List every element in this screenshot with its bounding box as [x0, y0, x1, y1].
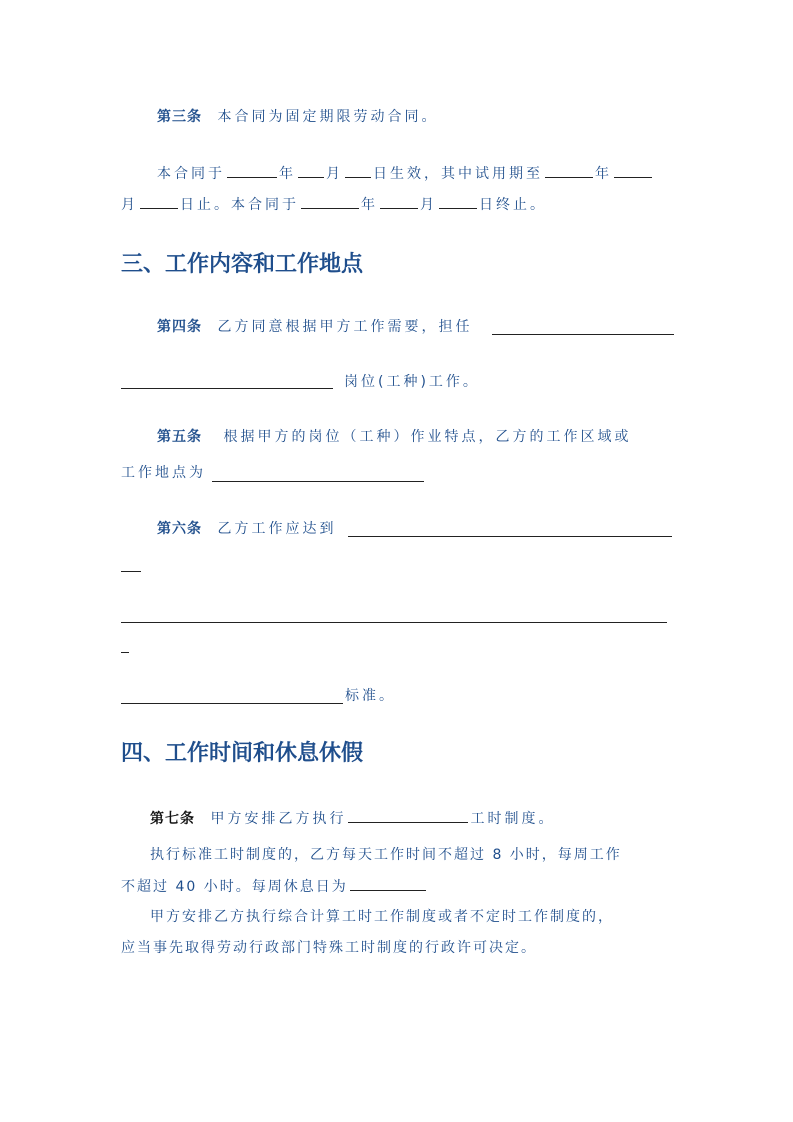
standard-blank-3[interactable]	[121, 703, 343, 704]
article-7-tail: 工时制度。	[470, 811, 556, 827]
month-label: 月	[326, 166, 343, 182]
termination-month-blank[interactable]	[380, 194, 418, 209]
article-3-effective-line	[157, 163, 654, 184]
probation-text: 日生效，其中试用期至	[373, 166, 543, 182]
month-label: 月	[420, 197, 437, 213]
article-4-label: 第四条	[157, 319, 202, 335]
effective-prefix: 本合同于	[157, 166, 225, 182]
article-5-text: 根据甲方的岗位（工种）作业特点，乙方的工作区域或	[223, 429, 632, 445]
termination-suffix: 日终止。	[479, 197, 547, 213]
article-6-label: 第六条	[157, 521, 202, 537]
year-label: 年	[595, 166, 612, 182]
termination-day-blank[interactable]	[439, 194, 477, 209]
month-label: 月	[121, 197, 138, 213]
standard-blank-1[interactable]	[348, 536, 672, 537]
effective-day-blank[interactable]	[345, 163, 371, 178]
position-blank-2[interactable]	[121, 388, 333, 389]
probation-day-blank[interactable]	[140, 194, 178, 209]
article-4	[157, 317, 472, 337]
work-location-label: 工作地点为	[121, 465, 206, 481]
effective-year-blank[interactable]	[227, 163, 277, 178]
article-4-tail: 岗位(工种)工作。	[344, 374, 480, 390]
article-4-text: 乙方同意根据甲方工作需要，担任	[217, 319, 473, 335]
position-blank-1[interactable]	[492, 334, 674, 335]
section-3-heading: 三、工作内容和工作地点	[121, 252, 364, 277]
article-3-termination-line	[121, 194, 547, 215]
weekly-rest-label: 不超过 40 小时。每周休息日为	[121, 879, 348, 895]
standard-blank-2-end[interactable]	[121, 652, 129, 653]
working-hours-system-blank[interactable]	[348, 808, 468, 823]
termination-prefix: 日止。本合同于	[180, 197, 299, 213]
year-label: 年	[361, 197, 378, 213]
section-4-heading: 四、工作时间和休息休假	[121, 741, 364, 766]
probation-month-blank[interactable]	[614, 163, 652, 178]
article-6-tail: 标准。	[345, 688, 396, 704]
article-7-permit: 应当事先取得劳动行政部门特殊工时制度的行政许可决定。	[121, 940, 537, 956]
article-5-label: 第五条	[157, 429, 202, 445]
article-3-label: 第三条	[157, 109, 202, 125]
article-7-label: 第七条	[150, 811, 195, 827]
termination-year-blank[interactable]	[301, 194, 359, 209]
standard-blank-2[interactable]	[121, 622, 667, 623]
article-7-standard-hours: 执行标准工时制度的，乙方每天工作时间不超过 8 小时，每周工作	[150, 847, 622, 863]
article-6	[157, 519, 336, 539]
article-7-text: 甲方安排乙方执行	[210, 811, 347, 827]
probation-year-blank[interactable]	[545, 163, 593, 178]
article-5-line-2	[121, 463, 206, 483]
article-7-flexible-hours: 甲方安排乙方执行综合计算工时工作制度或者不定时工作制度的，	[150, 909, 614, 925]
article-7	[150, 808, 555, 829]
article-3-text: 本合同为固定期限劳动合同。	[217, 109, 439, 125]
work-location-blank[interactable]	[212, 481, 424, 482]
article-5	[157, 427, 631, 447]
standard-blank-1-end[interactable]	[121, 571, 141, 572]
article-6-text: 乙方工作应达到	[217, 521, 337, 537]
year-label: 年	[279, 166, 296, 182]
article-7-weekly-rest	[121, 876, 428, 897]
effective-month-blank[interactable]	[298, 163, 324, 178]
weekly-rest-day-blank[interactable]	[350, 876, 426, 891]
article-3	[157, 107, 438, 127]
